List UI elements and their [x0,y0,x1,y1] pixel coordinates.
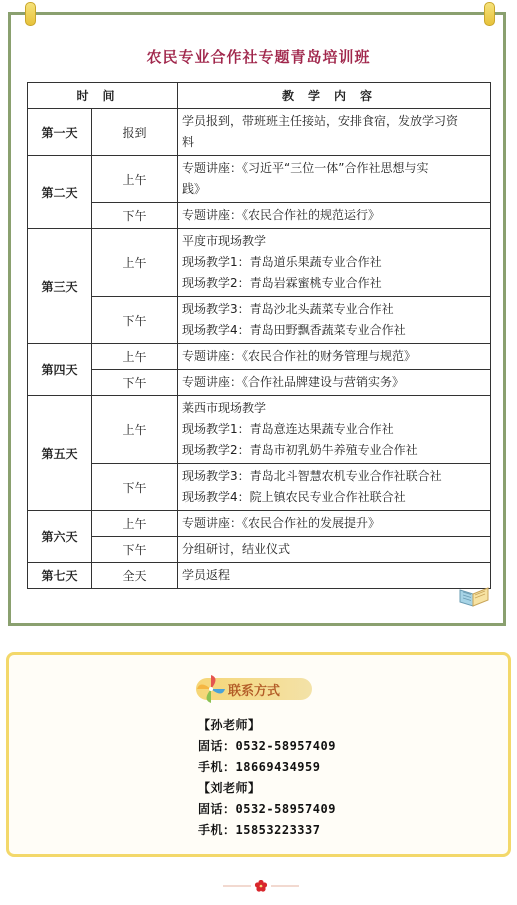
pushpin-icon [25,2,36,26]
content-cell [178,537,491,563]
content-cell [178,370,491,396]
content-line: 现场教学3：青岛沙北头蔬菜专业合作社 [182,302,394,316]
day-cell: 第五天 [28,396,92,511]
content-line: 分组研讨，结业仪式 [182,542,291,556]
content-line: 专题讲座：《农民合作社的财务管理与规范》 [182,349,417,363]
content-line: 现场教学2：青岛市初乳奶牛养殖专业合作社 [182,443,418,457]
pinwheel-icon [194,672,228,706]
content-line: 莱西市现场教学 [182,401,267,415]
content-line: 现场教学3：青岛北斗智慧农机专业合作社联合社 [182,469,442,483]
slot-cell: 下午 [92,203,178,229]
day-cell: 第二天 [28,156,92,229]
day-cell: 第一天 [28,109,92,156]
table-row [28,396,491,464]
slot-cell: 下午 [92,297,178,344]
content-cell [178,156,491,203]
content-line: 专题讲座：《合作社品牌建设与营销实务》 [182,375,405,389]
contact-line: 手机：15853223337 [198,823,321,837]
table-row [28,370,491,396]
schedule-table [27,82,491,589]
slot-cell: 上午 [92,396,178,464]
contact-line: 固话：0532-58957409 [198,739,336,753]
contact-line: 【刘老师】 [198,781,261,795]
table-row [28,229,491,297]
open-book-icon [457,582,491,608]
slot-cell: 下午 [92,537,178,563]
content-line: 专题讲座：《农民合作社的发展提升》 [182,516,381,530]
contact-heading: 联系方式 [228,684,281,699]
content-cell [178,511,491,537]
day-cell: 第三天 [28,229,92,344]
content-cell [178,109,491,156]
content-line: 现场教学4：院上镇农民专业合作社联合社 [182,490,406,504]
pushpin-icon [484,2,495,26]
content-cell [178,396,491,464]
content-cell [178,297,491,344]
slot-cell: 下午 [92,464,178,511]
table-row [28,537,491,563]
table-header-row [28,83,491,109]
content-cell [178,203,491,229]
contact-line: 手机：18669434959 [198,760,321,774]
contact-line: 【孙老师】 [198,718,261,732]
content-cell [178,464,491,511]
day-cell: 第四天 [28,344,92,396]
day-cell: 第七天 [28,563,92,589]
slot-cell: 下午 [92,370,178,396]
header-content: 教学内容 [178,83,491,109]
content-line: 学员报到，带班班主任接站，安排食宿，发放学习资 [182,114,459,128]
plum-blossom-icon [223,880,299,892]
content-line: 现场教学1：青岛道乐果蔬专业合作社 [182,255,382,269]
content-line: 现场教学1：青岛意连达果蔬专业合作社 [182,422,394,436]
table-row [28,511,491,537]
slot-cell: 上午 [92,511,178,537]
slot-cell: 全天 [92,563,178,589]
content-cell [178,229,491,297]
table-row [28,563,491,589]
header-time: 时间 [28,83,178,109]
table-row [28,297,491,344]
table-row [28,464,491,511]
table-row [28,203,491,229]
content-line: 专题讲座：《习近平“三位一体”合作社思想与实 [182,161,429,175]
content-line: 料 [182,135,195,149]
content-line: 专题讲座：《农民合作社的规范运行》 [182,208,381,222]
slot-cell: 报到 [92,109,178,156]
day-cell: 第六天 [28,511,92,563]
content-cell [178,563,491,589]
content-cell [178,344,491,370]
page-title: 农民专业合作社专题青岛培训班 [146,48,371,66]
content-line: 现场教学4：青岛田野飘香蔬菜专业合作社 [182,323,406,337]
content-line: 学员返程 [182,568,231,582]
content-line: 践》 [182,182,207,196]
contact-line: 固话：0532-58957409 [198,802,336,816]
slot-cell: 上午 [92,229,178,297]
slot-cell: 上午 [92,344,178,370]
content-line: 现场教学2：青岛岩霖蜜桃专业合作社 [182,276,382,290]
table-row [28,109,491,156]
table-row [28,344,491,370]
slot-cell: 上午 [92,156,178,203]
table-row [28,156,491,203]
content-line: 平度市现场教学 [182,234,267,248]
